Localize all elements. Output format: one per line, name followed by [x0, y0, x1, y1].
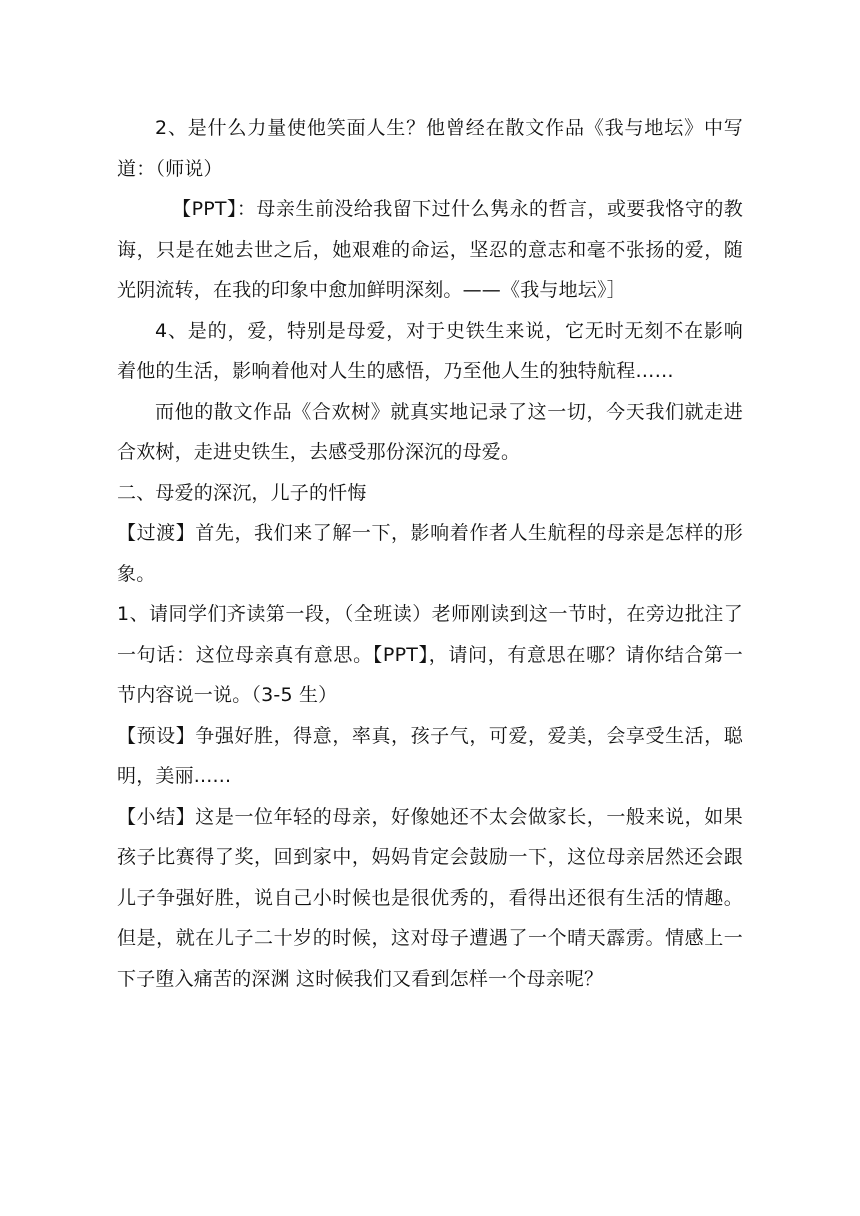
paragraph-preset: 【预设】争强好胜，得意，率真，孩子气，可爱，爱美，会享受生活，聪明，美丽...... — [117, 724, 743, 787]
paragraph-introduction: 而他的散文作品《合欢树》就真实地记录了这一切，今天我们就走进合欢树，走进史铁生，去感受那份深沉的母爱。 — [117, 400, 743, 463]
paragraph-question-1: 1、请同学们齐读第一段，（全班读）老师刚读到这一节时，在旁边批注了一句话：这位母亲真有意思。【PPT】，请问，有意思在哪？请你结合第一节内容说一说。（3-5 生） — [117, 603, 743, 706]
section-heading: 二、母爱的深沉，儿子的忏悔 — [117, 481, 367, 504]
paragraph-ppt-quote: 【PPT】：母亲生前没给我留下过什么隽永的哲言，或要我恪守的教诲，只是在她去世之后，她艰难的命运，坚忍的意志和毫不张扬的爱，随光阴流转，在我的印象中愈加鲜明深刻。——《我与地坛》］ — [117, 198, 743, 301]
paragraph-point-4: 4、是的，爱，特别是母爱，对于史铁生来说，它无时无刻不在影响着他的生活，影响着他对人生的感悟，乃至他人生的独特航程…… — [117, 319, 743, 382]
paragraph-transition: 【过渡】首先，我们来了解一下，影响着作者人生航程的母亲是怎样的形象。 — [117, 522, 743, 585]
paragraph-summary: 【小结】这是一位年轻的母亲，好像她还不太会做家长，一般来说，如果孩子比赛得了奖，回到家中，妈妈肯定会鼓励一下，这位母亲居然还会跟儿子争强好胜，说自己小时候也是很优秀的，看得出还很有生活的情趣。但是，就在儿子二十岁的时候，这对母子遭遇了一个晴天霹雳。情感上一下子堕入痛苦的深渊 这时候我们又看到怎样一个母亲呢？ — [117, 805, 743, 990]
document-body — [117, 108, 743, 999]
paragraph-question-2: 2、是什么力量使他笑面人生？他曾经在散文作品《我与地坛》中写道：（师说） — [117, 117, 743, 180]
